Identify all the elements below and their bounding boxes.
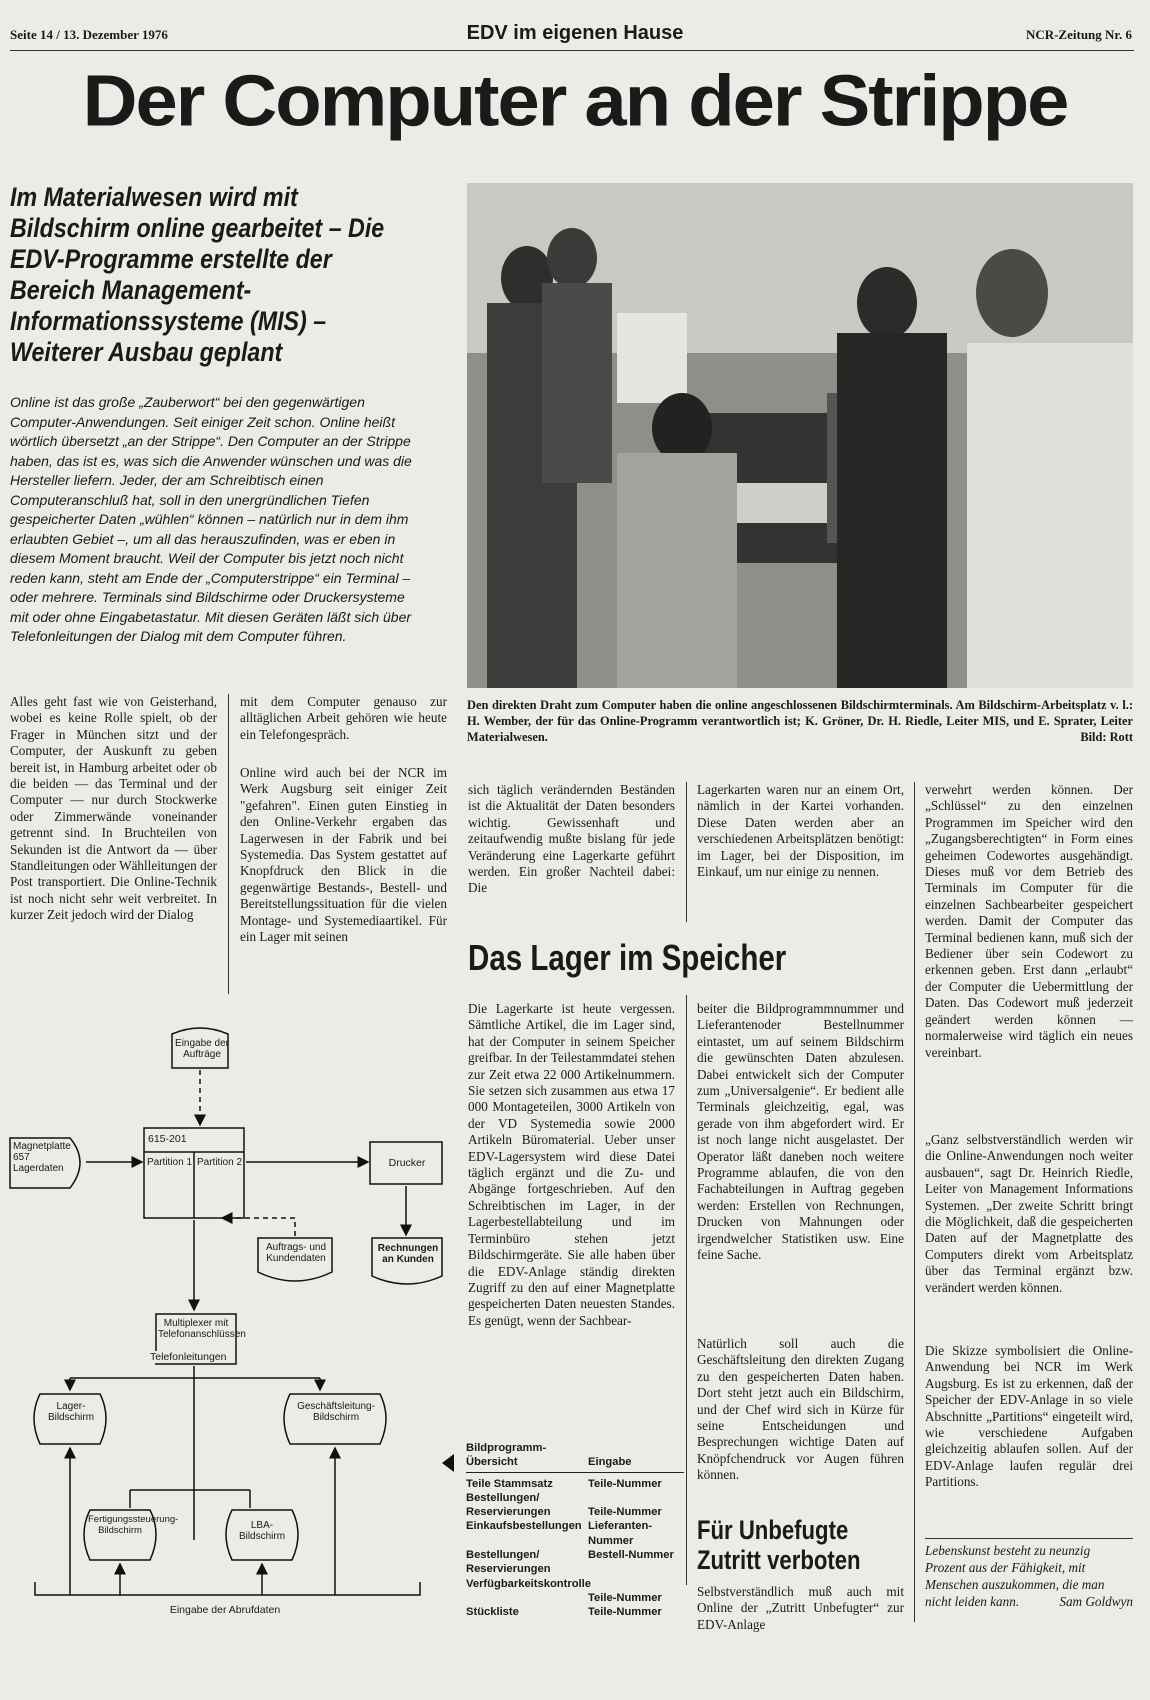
table-cell: Stückliste	[466, 1605, 519, 1618]
photo-placeholder	[467, 183, 1133, 688]
orderdata-to-partition-line	[222, 1218, 295, 1236]
input-bracket	[35, 1582, 420, 1595]
diagram-lba-screen-label: LBA-Bildschirm	[238, 1520, 286, 1542]
body-column-4-part-4: Selbstverständlich muß auch mit Online der „Zutritt Unbefugter“ zur EDV-Anlage	[697, 1584, 904, 1632]
page-number-date: Seite 14 / 13. Dezember 1976	[10, 27, 168, 42]
diagram-computer-label: 615-201	[148, 1133, 187, 1145]
subsection-title: Für Unbefugte Zutritt verboten	[697, 1515, 861, 1575]
table-cell: Teile Stammsatz	[466, 1477, 553, 1490]
diagram-disk-label: Magnetplatte 657 Lagerdaten	[13, 1141, 71, 1174]
body-column-4-part-3: Natürlich soll auch die Geschäftsleitung den direkten Zugang zu den gespeicherten Daten haben. Dort steht jetzt auch ein Bildschirm, und der Chef wird sich in Kürze für seine Entscheidungen und Besprechungen wichtige Daten auf Knöpfchendruck vor Augen führen können.	[697, 1336, 904, 1483]
section-header: EDV im eigenen Hause	[466, 22, 684, 44]
body-column-1: Alles geht fast wie von Geisterhand, wobei es keine Rolle spielt, ob der Frager in München sitzt und der Computer, der Auskunft zu geben bereit ist, in Hamburg arbeitet oder ob die beiden — das Terminal und der Computer — nur durch Stockwerke oder Zimmerwände voneinander getrennt sind. In Bruchteilen von Sekunden ist die Antwort da — über Standleitungen oder Wählleitungen der Post transportiert. Die Online-Technik ist noch nicht sehr weit verbreitet. In kurzer Zeit jedoch wird der Dialog	[10, 694, 217, 923]
diagram-multiplexer-label: Multiplexer mit Telefonanschlüssen	[158, 1318, 246, 1340]
quote-text: Lebenskunst besteht zu neunzig Prozent aus der Fähigkeit, mit Menschen auszukommen, die man nicht leiden kann.	[925, 1543, 1105, 1609]
body-column-2-part-1: mit dem Computer genauso zur alltäglichen Arbeit gehören wie heute ein Telefongespräch.	[240, 694, 447, 742]
program-overview-table	[466, 1441, 684, 1619]
body-column-5-part-1: verwehrt werden können. Der „Schlüssel“ zu den einzelnen Programmen im Speicher wird den „Zugangsberechtigten“ in Form eines geheimen Codewortes ausgehändigt. Dieses muß vor dem Betrieb des Terminals im Computer für die einzelnen Sachbearbeiter gespeichert werden. Damit der Computer das Terminal bedienen kann, muß sich der Bediener über sein Codewort zu erkennen geben. Erst dann „erlaubt“ der Computer die Uebermittlung der Daten. Das Codewort muß jederzeit geändert werden können — normalerweise wird täglich ein neues vereinbart.	[925, 782, 1133, 1060]
column-divider	[686, 782, 687, 922]
body-column-2-part-2: Online wird auch bei der NCR im Werk Augsburg seit einiger Zeit "gefahren". Einen guten Einstieg in den Online-Verkehr ergaben das Lagerwesen in der Fabrik und bei Systemedia. Das System gestattet auf Knopfdruck den Blick in die gegenwärtige Bestands-, Bestell- und Bereitstellungssituation für die vielen Montage- und Systemediaartikel. Für ein Lager mit seinen	[240, 765, 447, 945]
quote-author: Sam Goldwyn	[1059, 1594, 1133, 1609]
table-row	[466, 1548, 684, 1577]
section-title: Das Lager im Speicher	[468, 937, 787, 978]
caption-text: Den direkten Draht zum Computer haben die online angeschlossenen Bildschirmterminals. Am Bildschirm-Arbeitsplatz v. l.: H. Wember, der für das Online-Programm verantwortlich ist; K. Gröner, Dr. H. Riedle, Leiter MIS, und E. Sprater, Leiter Materialwesen.	[467, 698, 1133, 744]
table-cell: Teile-Nummer	[588, 1505, 662, 1518]
body-column-3-part-1: sich täglich verändernden Beständen ist die Aktualität der Daten besonders wichtig. Gewissenhaft und zeitaufwendig mußte bislang für jede Veränderung eine Lagerkarte geführt werden. Ein großer Nachteil dabei: Die	[468, 782, 675, 896]
diagram-partition-1-label: Partition 1	[147, 1157, 193, 1168]
diagram-mgmt-screen-label: Geschäftsleitung-Bildschirm	[297, 1401, 375, 1423]
diagram-production-screen-label: Fertigungssteuerung-Bildschirm	[88, 1514, 179, 1536]
table-cell: Bestell-Nummer	[588, 1549, 674, 1562]
table-row	[466, 1477, 684, 1491]
header-rule	[10, 50, 1134, 51]
table-cell: Teile-Nummer	[588, 1477, 662, 1490]
table-row	[466, 1605, 684, 1619]
table-cell: Teile-Nummer	[588, 1605, 662, 1618]
diagram-invoices-label: Rechnungen an Kunden	[377, 1243, 439, 1265]
column-divider	[914, 782, 915, 1622]
table-cell: Verfügbarkeitskontrolle	[466, 1577, 591, 1590]
diagram-store-screen-label: Lager-Bildschirm	[47, 1401, 95, 1423]
column-divider	[228, 694, 229, 994]
table-cell: Lieferanten-Nummer	[588, 1520, 653, 1547]
diagram-orders-label: Eingabe der Aufträge	[175, 1038, 229, 1060]
column-divider	[686, 995, 687, 1585]
table-row	[466, 1519, 684, 1548]
table-header: Eingabe	[588, 1456, 632, 1468]
diagram-phonelines-label: Telefonleitungen	[150, 1351, 227, 1363]
photo-caption	[467, 697, 1133, 745]
diagram-input-label: Eingabe der Abrufdaten	[169, 1604, 281, 1616]
photo-credit: Bild: Rott	[1080, 730, 1133, 744]
table-header-row	[466, 1441, 684, 1473]
table-row	[466, 1491, 684, 1520]
table-cell: Teile-Nummer	[588, 1591, 662, 1604]
table-cell: Bestellungen/ Reservierungen	[466, 1549, 551, 1576]
table-row	[466, 1577, 684, 1605]
body-column-4-part-2: beiter die Bildprogrammnummer und Lieferantenoder Bestellnummer eintastet, um auf seinem Bildschirm die gewünschten Daten abzulesen. Dabei entwickelt sich der Computer zum „Universalgenie“. Er bedient alle Terminals gleichzeitig, egal, was gerade von ihm abgefordert wird. Er ist noch lange nicht ausgelastet. Der Operator läßt daneben noch weitere Programme ablaufen, die von den Fachabteilungen in Auftrag gegeben werden: Erstellen von Rechnungen, Drucken von Mahnungen oder irgendwelcher Statistiken usw. Eine feine Sache.	[697, 1001, 904, 1263]
table-cell: Bestellungen/ Reservierungen	[466, 1491, 551, 1519]
table-cell: Einkaufsbestellungen	[466, 1520, 582, 1533]
table-header: Bildprogramm-Übersicht	[466, 1442, 547, 1469]
subheadline: Im Materialwesen wird mit Bildschirm online gearbeitet – Die EDV-Programme erstellte der Bereich Management-Informationssysteme (MIS) – Weiterer Ausbau geplant	[10, 182, 385, 367]
headline: Der Computer an der Strippe	[82, 61, 1068, 142]
article-photo	[467, 183, 1133, 688]
diagram-partition-2-label: Partition 2	[197, 1157, 243, 1168]
body-column-3-part-2: Die Lagerkarte ist heute vergessen. Sämtliche Artikel, die im Lager sind, hat der Computer in seinem Speicher greifbar. In der Teilestammdatei stehen zur Zeit etwa 22 000 Artikelnummern. Sie setzen sich zusammen aus etwa 17 000 Montageteilen, 3000 Artikeln von der VD Systemedia sowie 2000 Artikeln Büromaterial. Ueber unser EDV-Lagersystem wird diese Datei täglich ergänzt und die Zu- und Abgänge fortgeschrieben. Auf den Schreibtischen im Lager, in der Lagerbestellabteilung und im Terminbüro stehen jetzt Bildschirmgeräte. Sie alle haben über die EDV-Anlage ständig direkten Zugriff zu den auf einer Magnetplatte gespeicherten Daten neuesten Standes. Es genügt, wenn der Sachbear-	[468, 1001, 675, 1328]
body-column-5-part-2: „Ganz selbstverständlich werden wir die Online-Anwendungen noch weiter ausbauen“, sagt Dr. Heinrich Riedle, Leiter von Management Informations Systemen. „Der zweite Schritt bringt die Möglichkeit, daß die gespeicherten Daten auf der Magnetplatte des Computers direkt vom Arbeitsplatz über das Terminal ergänzt bzw. verändert werden können.	[925, 1132, 1133, 1295]
quote-box	[925, 1542, 1133, 1610]
diagram-printer-label: Drucker	[388, 1157, 426, 1169]
body-column-5-part-3: Die Skizze symbolisiert die Online-Anwendung bei NCR im Werk Augsburg. Es ist zu erkennen, daß der Speicher der EDV-Anlage in so viele Abschnitte „Partitions“ eingeteilt wird, wie verschiedene Aufgaben gleichzeitig ablaufen sollen. Auf der EDV-Anlage laufen regulär drei Partitions.	[925, 1343, 1133, 1490]
newspaper-issue: NCR-Zeitung Nr. 6	[1025, 27, 1132, 42]
body-column-4-part-1: Lagerkarten waren nur an einem Ort, nämlich in der Kartei vorhanden. Diese Daten werden aber an verschiedenen Arbeitsplätzen benötigt: im Lager, bei der Disposition, im Einkauf, um nur einige zu nennen.	[697, 782, 904, 880]
quote-rule	[925, 1538, 1133, 1539]
lead-paragraph: Online ist das große „Zauberwort“ bei den gegenwärtigen Computer-Anwendungen. Seit einiger Zeit schon. Online heißt wörtlich übersetzt „an der Strippe“. Den Computer an der Strippe haben, das ist es, was sich die Anwender wünschen und was die Hersteller liefern. Jeder, der am Schreibtisch einen Computeranschluß hat, soll in den unergründlichen Tiefen gespeicherter Daten „wühlen“ können – natürlich nur in dem ihm erlaubten Gebiet –, um all das herauszufinden, was er eben in diesem Moment braucht. Weil der Computer bis jetzt noch nicht reden kann, steht am Ende der „Computerstrippe“ ein Terminal – oder mehrere. Terminals sind Bildschirme oder Druckersysteme mit oder ohne Eingabetastatur. Mit diesen Geräten läßt sich über Telefonleitungen der Dialog mit dem Computer führen.	[10, 394, 412, 644]
diagram-orderdata-label: Auftrags- und Kundendaten	[265, 1242, 327, 1264]
